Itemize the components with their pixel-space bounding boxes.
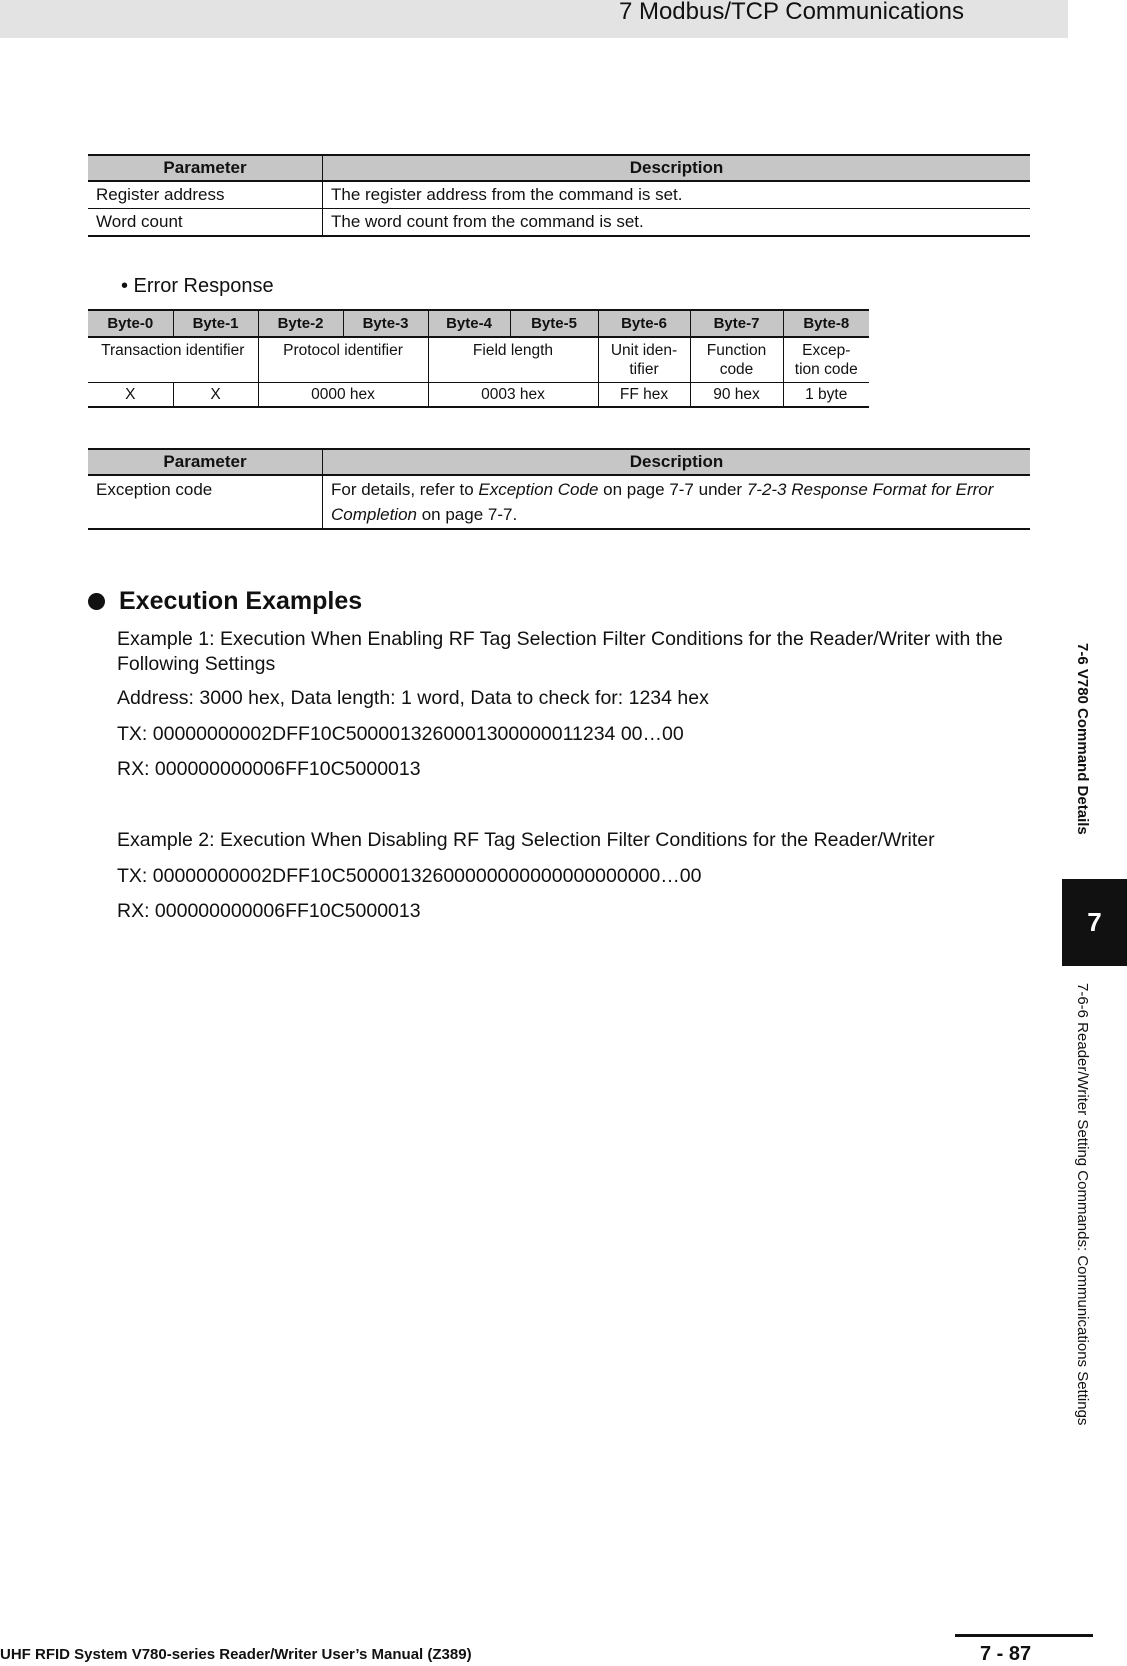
- table-cell: 0003 hex: [428, 383, 598, 408]
- table-header: Parameter: [88, 155, 323, 181]
- byte-header: Byte-0: [88, 310, 173, 337]
- parameter-table: [88, 154, 1030, 237]
- table-header: Description: [323, 155, 1031, 181]
- table-header: Description: [323, 449, 1031, 475]
- error-response-bullet: • Error Response: [121, 275, 274, 297]
- table-cell: FF hex: [598, 383, 690, 408]
- chapter-tab: 7: [1062, 879, 1127, 966]
- table-cell: 90 hex: [690, 383, 783, 408]
- side-section-label: 7-6 V780 Command Details: [1074, 643, 1091, 835]
- bullet-dot-icon: [88, 593, 105, 610]
- table-row: [88, 383, 869, 408]
- table-cell: X: [88, 383, 173, 408]
- table-cell: Word count: [88, 209, 323, 237]
- table-cell: Exception code: [88, 475, 323, 529]
- table-cell: Transaction identifier: [88, 337, 258, 383]
- header-bar: [0, 0, 1068, 38]
- example1-tx: TX: 00000000002DFF10C5000013260001300000011234 00…00: [117, 723, 684, 745]
- header-title: 7 Modbus/TCP Communications: [618, 0, 964, 25]
- example1-rx: RX: 000000000006FF10C5000013: [117, 758, 421, 780]
- byte-header: Byte-3: [343, 310, 428, 337]
- side-subsection-label: 7-6-6 Reader/Writer Setting Commands: Communications Settings: [1074, 983, 1091, 1426]
- table-cell: 0000 hex: [258, 383, 428, 408]
- table-row: [88, 181, 1030, 209]
- desc-text: on page 7-7.: [417, 505, 518, 524]
- table-cell: Excep- tion code: [783, 337, 869, 383]
- byte-header: Byte-4: [428, 310, 510, 337]
- byte-header: Byte-8: [783, 310, 869, 337]
- table-cell: Register address: [88, 181, 323, 209]
- desc-text: on page 7-7 under: [598, 480, 747, 499]
- table-cell: The register address from the command is set.: [323, 181, 1031, 209]
- xref-response-format: 7-2-3 Response Format for Error Completion: [331, 480, 994, 524]
- table-cell: 1 byte: [783, 383, 869, 408]
- table-header: Parameter: [88, 449, 323, 475]
- byte-header: Byte-7: [690, 310, 783, 337]
- byte-header: Byte-6: [598, 310, 690, 337]
- example2-rx: RX: 000000000006FF10C5000013: [117, 900, 421, 922]
- byte-header: Byte-2: [258, 310, 343, 337]
- table-cell: [323, 475, 1031, 529]
- exception-parameter-table: [88, 448, 1030, 530]
- footer-rule: [955, 1634, 1093, 1637]
- desc-text: For details, refer to: [331, 480, 479, 499]
- table-cell: X: [173, 383, 258, 408]
- example2-tx: TX: 00000000002DFF10C50000132600000000000000000000…00: [117, 865, 702, 887]
- table-cell: Protocol identifier: [258, 337, 428, 383]
- table-row: [88, 337, 869, 383]
- page-number: 7 - 87: [980, 1643, 1032, 1665]
- example2-title: Example 2: Execution When Disabling RF Tag Selection Filter Conditions for the Reader/Writer: [117, 829, 935, 851]
- table-row: [88, 475, 1030, 529]
- byte-header: Byte-1: [173, 310, 258, 337]
- table-cell: The word count from the command is set.: [323, 209, 1031, 237]
- xref-exception-code: Exception Code: [478, 480, 599, 499]
- example1-address: Address: 3000 hex, Data length: 1 word, Data to check for: 1234 hex: [117, 687, 709, 709]
- table-cell: Unit iden- tifier: [598, 337, 690, 383]
- byte-header: Byte-5: [510, 310, 598, 337]
- table-cell: Function code: [690, 337, 783, 383]
- footer-manual-title: UHF RFID System V780-series Reader/Writer User’s Manual (Z389): [0, 1646, 472, 1663]
- example1-title: Example 1: Execution When Enabling RF Tag Selection Filter Conditions for the Reader/Writer with the Following Settings: [117, 628, 1003, 675]
- table-cell: Field length: [428, 337, 598, 383]
- section-heading: [88, 587, 362, 616]
- error-response-byte-table: [88, 309, 869, 408]
- table-row: [88, 209, 1030, 237]
- section-title: Execution Examples: [119, 587, 363, 615]
